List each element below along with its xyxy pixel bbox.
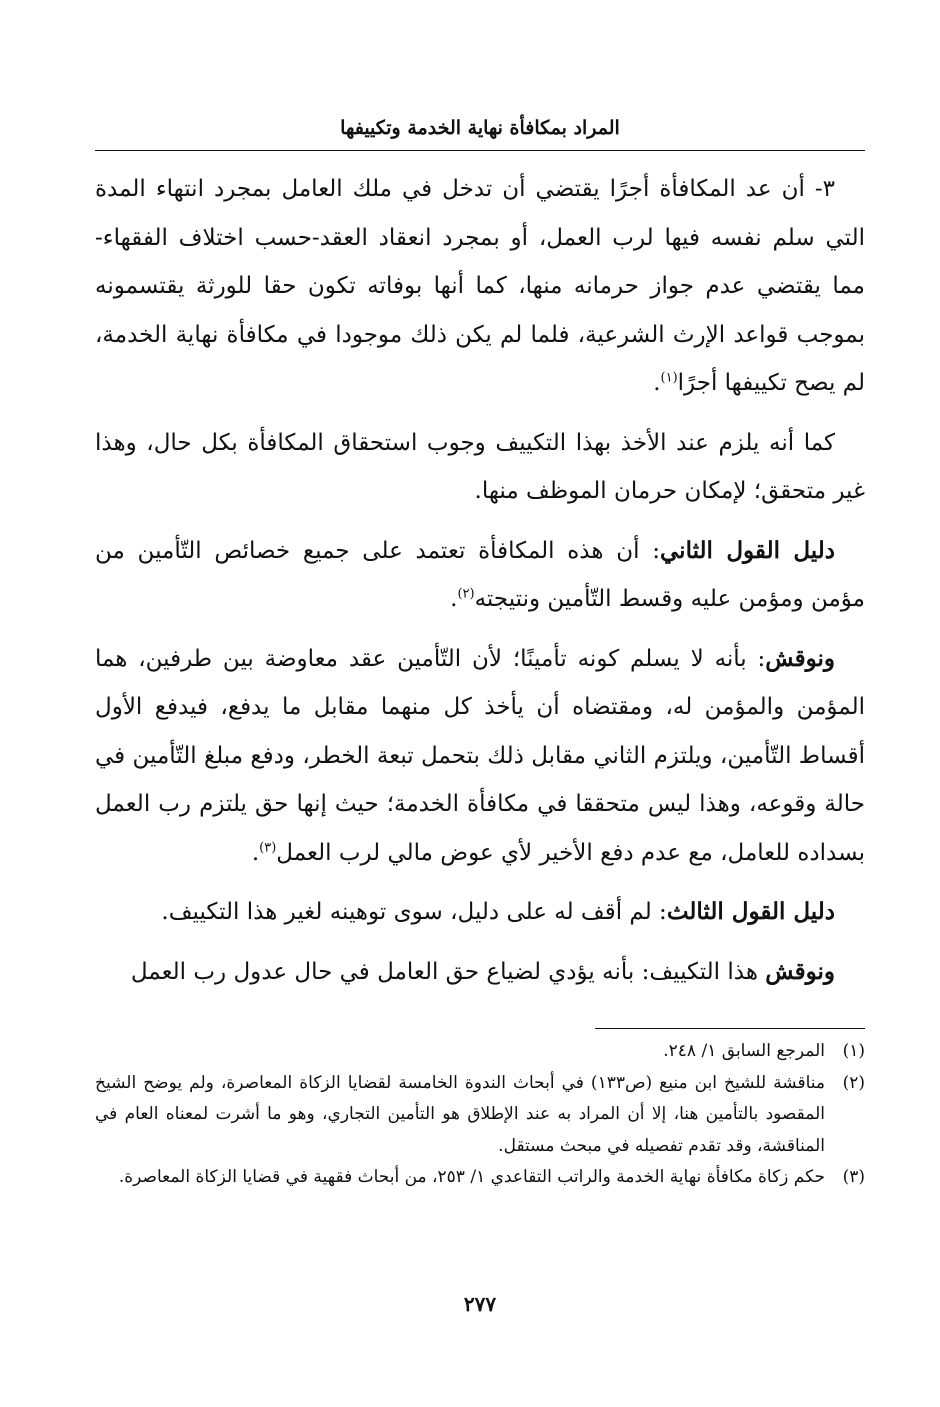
footnote-text: مناقشة للشيخ ابن منيع (ص١٣٣) في أبحاث الندوة الخامسة لقضايا الزكاة المعاصرة، ولم يوضح الشيخ المقصود بالتأمين هنا، إلا أن المراد به عند الإطلاق هو التأمين التجاري، وهو ما أشرت لمعناه العام في المناقشة، وقد تقدم تفصيله في مبحث مستقل.: [95, 1072, 825, 1156]
paragraph-text: : أن هذه المكافأة تعتمد على جميع خصائص التّأمين من مؤمن ومؤمن عليه وقسط التّأمين ونتيجته: [95, 537, 865, 612]
footnote-ref[interactable]: (١): [660, 370, 678, 386]
footnote-ref[interactable]: (٢): [457, 586, 475, 602]
page-number: ٢٧٧: [463, 1292, 497, 1316]
paragraph-text: هذا التكييف: بأنه يؤدي لضياع حق العامل في حال عدول رب العمل: [130, 958, 766, 985]
footnote-ref[interactable]: (٣): [259, 839, 277, 855]
footnote-number: (٢): [842, 1072, 865, 1093]
paragraph-text: كما أنه يلزم عند الأخذ بهذا التكييف وجوب استحقاق المكافأة بكل حال، وهذا غير متحقق؛ لإمكان حرمان الموظف منها.: [95, 429, 865, 504]
paragraph-lead: دليل القول الثاني: [660, 536, 835, 564]
footnote-rule: [595, 1028, 865, 1029]
paragraph-end: .: [450, 586, 458, 612]
paragraph-lead: دليل القول الثالث: [666, 898, 835, 925]
footnote-number: (١): [842, 1041, 865, 1061]
footnote-number: (٣): [842, 1167, 865, 1187]
footnote-text: حكم زكاة مكافأة نهاية الخدمة والراتب التقاعدي ١/ ٢٥٣، من أبحاث فقهية في قضايا الزكاة المعاصرة.: [118, 1167, 825, 1187]
footnote-2: [95, 1068, 865, 1163]
paragraph-1: [95, 165, 865, 408]
footnote-3: [95, 1162, 865, 1194]
footnote-1: [95, 1036, 865, 1068]
paragraph-text: : بأنه لا يسلم كونه تأمينًا؛ لأن التّأمين عقد معاوضة بين طرفين، هما المؤمن والمؤمن له، ومقتضاه أن يأخذ كل منهما مقابل ما يدفع، فيدفع الأول أقساط التّأمين، ويلتزم الثاني مقابل ذلك بتحمل تبعة الخطر، ودفع مبلغ التّأمين في حالة وقوعه، وهذا ليس متحققا في مكافأة الخدمة؛ حيث إنها حق يلتزم رب العمل بسداده للعامل، مع عدم دفع الأخير لأي عوض مالي لرب العمل: [95, 645, 865, 866]
main-text: [95, 165, 865, 1007]
paragraph-lead: ونوقش: [765, 644, 835, 672]
paragraph-3: [95, 527, 865, 624]
book-page: [95, 0, 865, 1407]
paragraph-2: [95, 419, 865, 516]
paragraph-lead: ونوقش: [765, 957, 835, 985]
paragraph-end: .: [653, 370, 661, 396]
paragraph-5: [95, 888, 865, 937]
paragraph-4: [95, 635, 865, 878]
header-rule: [95, 150, 865, 151]
paragraph-6: [95, 948, 865, 997]
footnotes: [95, 1036, 865, 1194]
paragraph-end: .: [251, 839, 260, 866]
paragraph-text: ٣- أن عد المكافأة أجرًا يقتضي أن تدخل في ملك العامل بمجرد انتهاء المدة التي سلم نفسه فيها لرب العمل، أو بمجرد انعقاد العقد-حسب اختلاف الفقهاء- مما يقتضي عدم جواز حرمانه منها، كما أنها بوفاته تكون حقا للورثة يقتسمونه بموجب قواعد الإرث الشرعية، فلما لم يكن ذلك موجودا في مكافأة نهاية الخدمة، لم يصح تكييفها أجرًا: [95, 176, 865, 396]
footnote-text: المرجع السابق ١/ ٢٤٨.: [663, 1041, 825, 1061]
paragraph-text: : لم أقف له على دليل، سوى توهينه لغير هذا التكييف.: [161, 899, 667, 925]
running-head: المراد بمكافأة نهاية الخدمة وتكييفها: [340, 117, 620, 139]
